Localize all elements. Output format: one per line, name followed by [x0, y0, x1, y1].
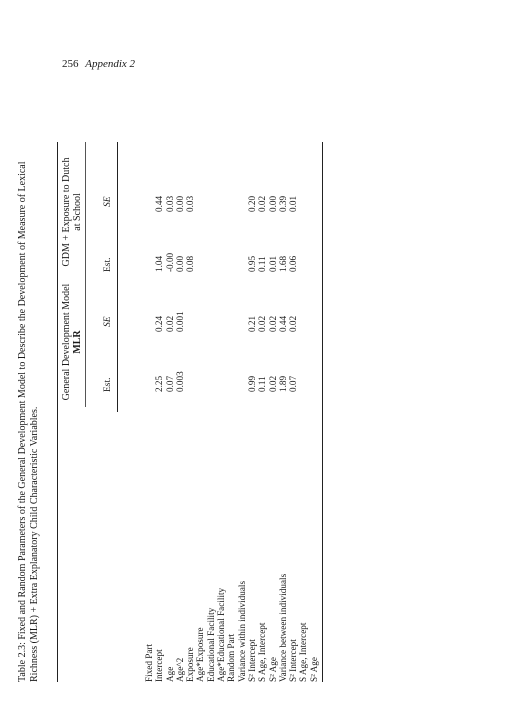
cell-se: 0.001 [174, 311, 185, 332]
cell-est: 1.89 [277, 375, 288, 392]
table-row [154, 142, 164, 682]
group-subtitle: at School [72, 193, 83, 231]
rotated-table-block [17, 142, 319, 682]
row-label: Age*Educational Facility [216, 587, 227, 682]
row-label: S² Intercept [288, 639, 299, 682]
cell-se: 0.02 [267, 315, 278, 332]
cell-est: -0.00 [164, 252, 175, 272]
cell-est: 0.00 [174, 255, 185, 272]
cell-est: 0.99 [246, 375, 257, 392]
cell-se: 0.21 [246, 315, 257, 332]
cell-est: 1.04 [154, 255, 165, 272]
cell-se: 0.00 [174, 195, 185, 212]
table-row [247, 142, 257, 682]
row-label: Variance within individuals [236, 580, 247, 682]
table-row [298, 142, 308, 682]
row-label: Age*Exposure [195, 627, 206, 682]
top-rule [57, 142, 58, 682]
row-label: S² Age [267, 657, 278, 682]
cell-se: 0.39 [277, 195, 288, 212]
row-label: Intercept [154, 649, 165, 682]
table-row [237, 142, 247, 682]
group-underline [85, 142, 86, 407]
table-row [206, 142, 216, 682]
cell-se: 0.20 [246, 195, 257, 212]
group-title: GDM + Exposure to Dutch [61, 157, 72, 267]
row-label: Educational Facility [205, 607, 216, 682]
column-group-general-development-model [61, 272, 83, 412]
cell-se: 0.02 [257, 195, 268, 212]
table-row [185, 142, 195, 682]
cell-se: 0.24 [154, 315, 165, 332]
row-label: S² Intercept [246, 639, 257, 682]
table-row [278, 142, 288, 682]
row-label: Variance between individuals [277, 573, 288, 682]
row-label: Fixed Part [144, 643, 154, 682]
cell-est: 0.07 [288, 375, 299, 392]
cell-se: 0.02 [288, 315, 299, 332]
page-header [62, 58, 135, 70]
row-label: Exposure [185, 647, 196, 682]
cell-est: 0.02 [267, 375, 278, 392]
bottom-rule [322, 142, 323, 682]
table-row [288, 142, 298, 682]
table-row [144, 142, 154, 682]
row-label: S Age, Intercept [257, 622, 268, 682]
column-group-gdm-exposure [61, 142, 83, 282]
row-label: S Age, Intercept [298, 622, 309, 682]
cell-est: 0.06 [288, 255, 299, 272]
header-rule [117, 142, 118, 412]
row-label: Random Part [226, 633, 237, 682]
cell-se: 0.02 [257, 315, 268, 332]
table-row [165, 142, 175, 682]
table-body [144, 142, 319, 682]
row-label: Age^2 [174, 657, 185, 682]
cell-est: 2.25 [154, 375, 165, 392]
cell-se: 0.01 [288, 195, 299, 212]
cell-se: 0.00 [267, 195, 278, 212]
cell-se: 0.44 [277, 315, 288, 332]
table-row [216, 142, 226, 682]
column-header-est: Est. [103, 377, 113, 392]
cell-est: 0.003 [174, 371, 185, 392]
cell-est: 0.11 [257, 256, 268, 272]
running-title: Appendix 2 [85, 58, 136, 70]
cell-se: 0.03 [164, 195, 175, 212]
table-row [268, 142, 278, 682]
group-title: General Development Model [61, 283, 72, 401]
table-row [195, 142, 205, 682]
cell-est: 0.07 [164, 375, 175, 392]
cell-est: 0.01 [267, 255, 278, 272]
column-header-est: Est. [103, 257, 113, 272]
table-row [309, 142, 319, 682]
column-header-se: SE [103, 196, 113, 207]
cell-se: 0.02 [164, 315, 175, 332]
cell-se: 0.03 [185, 195, 196, 212]
table-caption: Table 2.3: Fixed and Random Parameters of the General Development Model to Describe the Development of Measure of Lexical Richness (MLR) + Extra Explanatory Child Characteristic Variables. [17, 161, 40, 682]
cell-est: 0.11 [257, 376, 268, 392]
row-label: S² Age [308, 657, 319, 682]
cell-est: 0.08 [185, 255, 196, 272]
table-row [257, 142, 267, 682]
group-subtitle: MLR [72, 330, 83, 354]
table-row [175, 142, 185, 682]
cell-est: 1.68 [277, 255, 288, 272]
table-row [226, 142, 236, 682]
cell-se: 0.44 [154, 195, 165, 212]
row-label: Age [164, 666, 175, 682]
cell-est: 0.95 [246, 255, 257, 272]
column-header-se: SE [103, 316, 113, 327]
page-number: 256 [62, 58, 79, 70]
